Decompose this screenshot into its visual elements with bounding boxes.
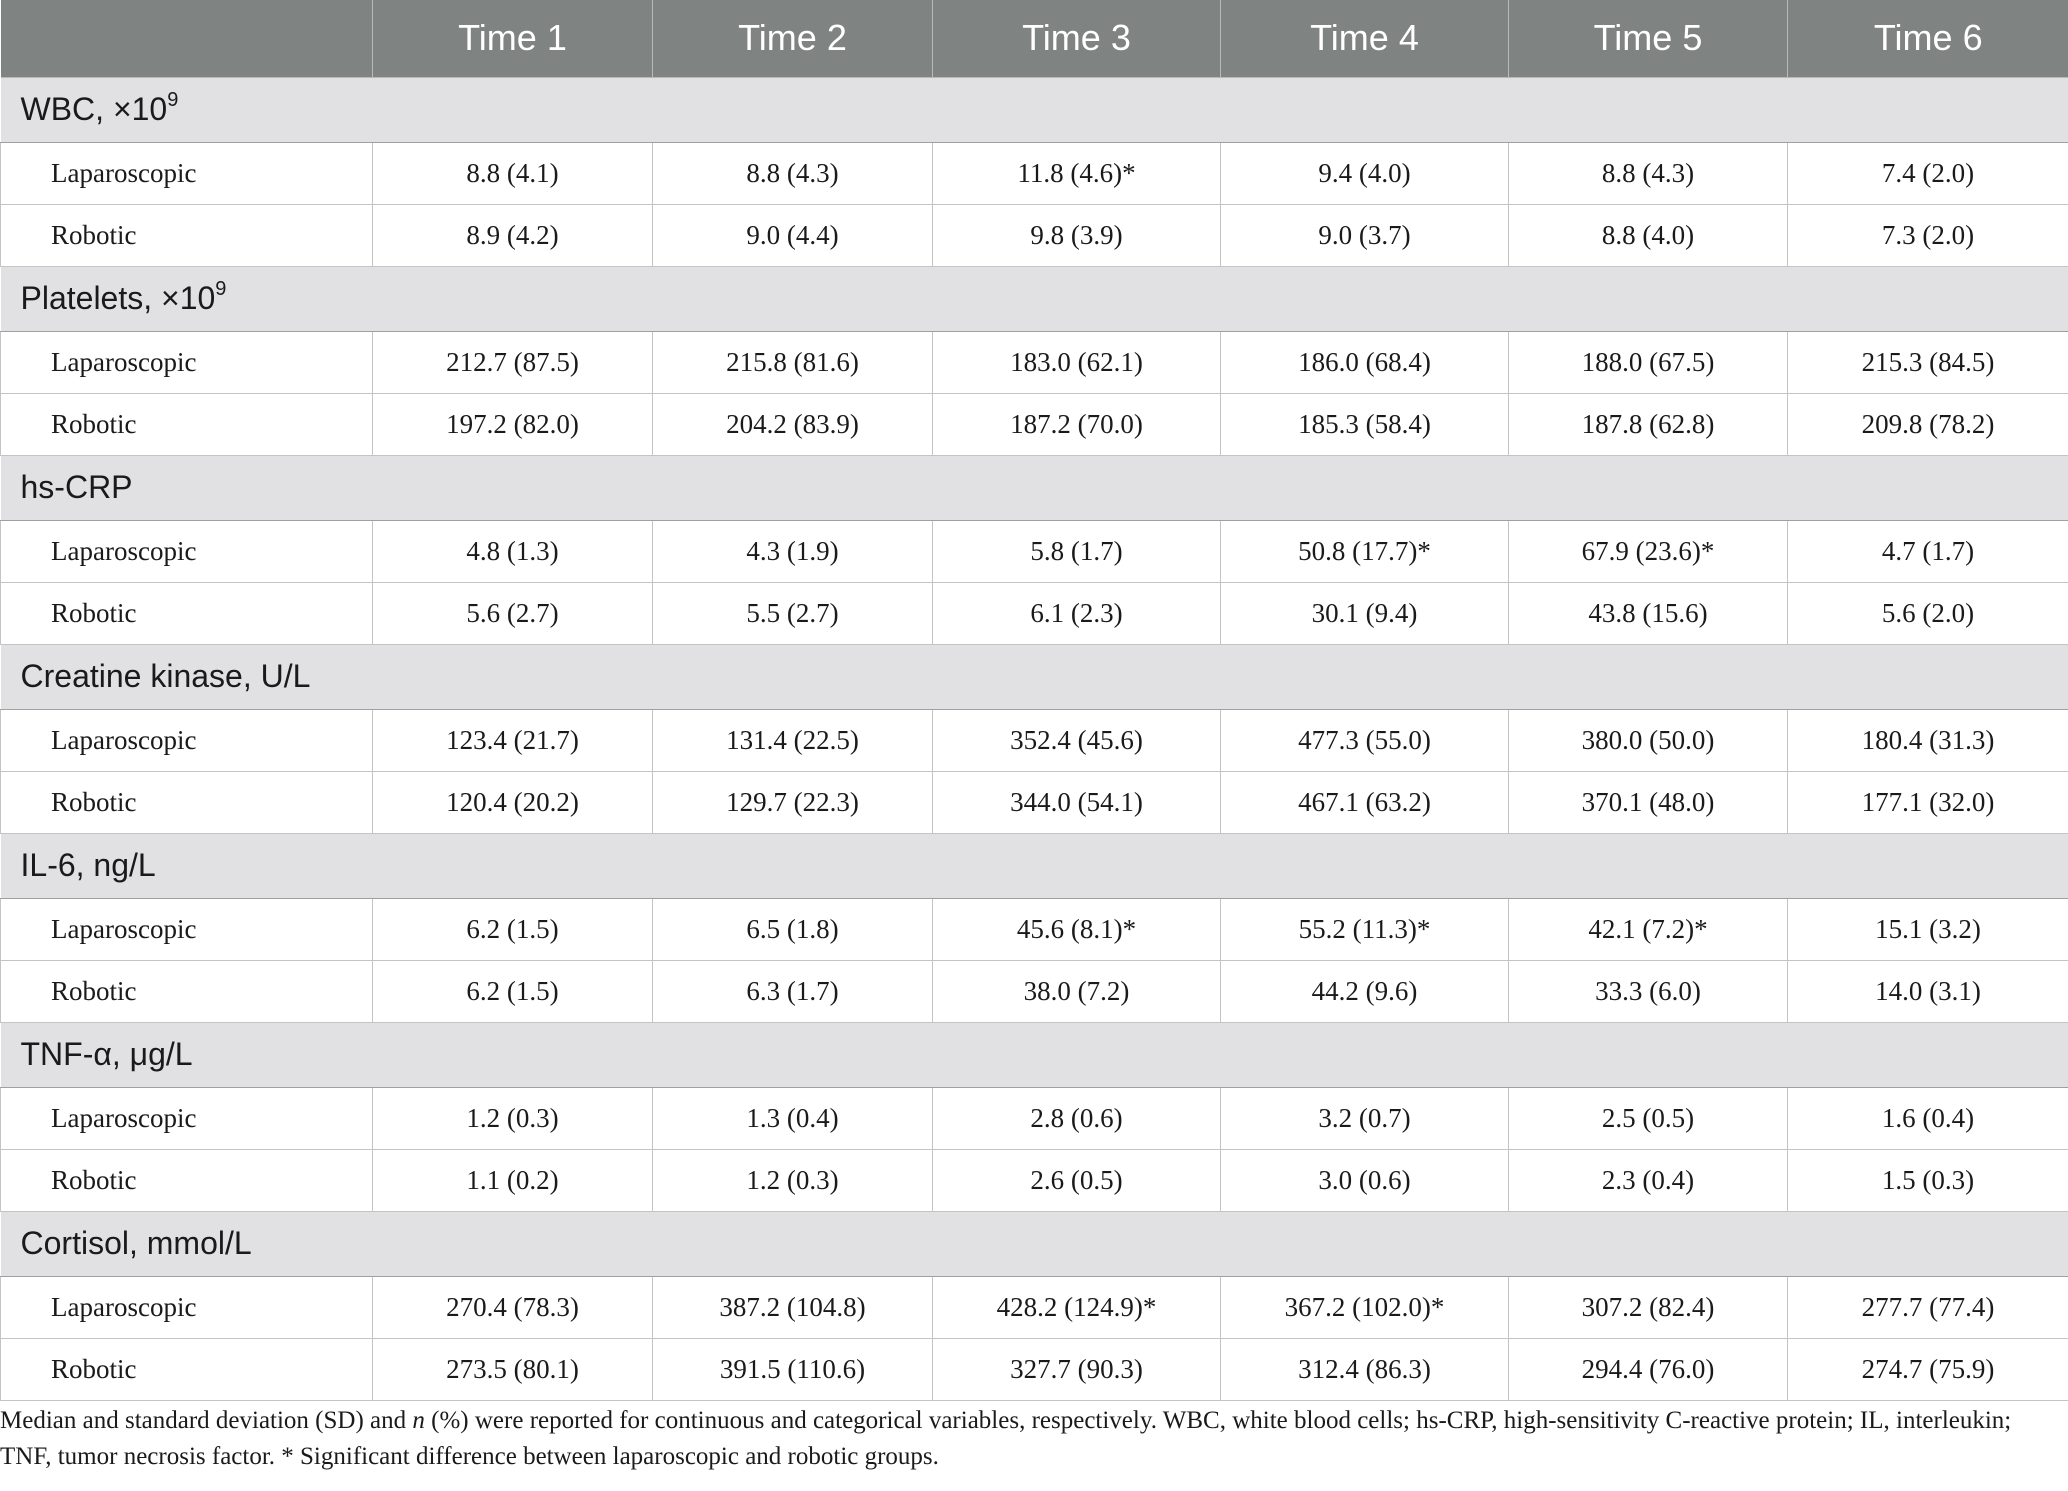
value-cell: 428.2 (124.9)* (933, 1276, 1221, 1338)
section-label-text: hs-CRP (20, 469, 133, 505)
table-row (1, 771, 2068, 833)
section-label-text: WBC, ×10 (20, 91, 168, 127)
header-corner-cell (1, 0, 373, 77)
group-label-cell: Robotic (1, 771, 373, 833)
value-cell: 5.8 (1.7) (933, 520, 1221, 582)
value-cell: 344.0 (54.1) (933, 771, 1221, 833)
value-cell: 8.8 (4.3) (1509, 142, 1788, 204)
value-cell: 8.8 (4.0) (1509, 204, 1788, 266)
value-cell: 8.9 (4.2) (373, 204, 653, 266)
value-cell: 2.5 (0.5) (1509, 1087, 1788, 1149)
value-cell: 6.2 (1.5) (373, 898, 653, 960)
column-header-time-2: Time 2 (653, 0, 933, 77)
section-label-text: Creatine kinase, U/L (20, 658, 311, 694)
value-cell: 6.1 (2.3) (933, 582, 1221, 644)
group-label-cell: Laparoscopic (1, 1276, 373, 1338)
value-cell: 55.2 (11.3)* (1221, 898, 1509, 960)
value-cell: 4.8 (1.3) (373, 520, 653, 582)
section-label (1, 77, 2068, 142)
value-cell: 187.2 (70.0) (933, 393, 1221, 455)
value-cell: 9.4 (4.0) (1221, 142, 1509, 204)
section-label (1, 833, 2068, 898)
table-row (1, 1087, 2068, 1149)
value-cell: 15.1 (3.2) (1788, 898, 2068, 960)
section-header-row (1, 455, 2068, 520)
group-label-cell: Robotic (1, 1338, 373, 1400)
value-cell: 215.8 (81.6) (653, 331, 933, 393)
value-cell: 4.7 (1.7) (1788, 520, 2068, 582)
value-cell: 270.4 (78.3) (373, 1276, 653, 1338)
section-header-row (1, 833, 2068, 898)
group-label-cell: Robotic (1, 582, 373, 644)
table-row (1, 582, 2068, 644)
group-label-cell: Robotic (1, 1149, 373, 1211)
value-cell: 45.6 (8.1)* (933, 898, 1221, 960)
value-cell: 43.8 (15.6) (1509, 582, 1788, 644)
value-cell: 188.0 (67.5) (1509, 331, 1788, 393)
table-row (1, 1149, 2068, 1211)
value-cell: 180.4 (31.3) (1788, 709, 2068, 771)
table-row (1, 960, 2068, 1022)
value-cell: 307.2 (82.4) (1509, 1276, 1788, 1338)
value-cell: 197.2 (82.0) (373, 393, 653, 455)
group-label-cell: Laparoscopic (1, 331, 373, 393)
table-row (1, 1338, 2068, 1400)
section-label-exponent: 9 (215, 278, 227, 300)
column-header-time-6: Time 6 (1788, 0, 2068, 77)
value-cell: 1.2 (0.3) (653, 1149, 933, 1211)
header-row (1, 0, 2068, 77)
section-label (1, 644, 2068, 709)
group-label-cell: Laparoscopic (1, 1087, 373, 1149)
footnote-italic-n: n (412, 1407, 425, 1434)
group-label-cell: Laparoscopic (1, 709, 373, 771)
value-cell: 2.6 (0.5) (933, 1149, 1221, 1211)
value-cell: 6.3 (1.7) (653, 960, 933, 1022)
footnote-text-start: Median and standard deviation (SD) and (0, 1407, 413, 1434)
value-cell: 9.0 (3.7) (1221, 204, 1509, 266)
value-cell: 44.2 (9.6) (1221, 960, 1509, 1022)
table-footnote (0, 1403, 2060, 1475)
value-cell: 367.2 (102.0)* (1221, 1276, 1509, 1338)
section-label (1, 266, 2068, 331)
section-label-text: IL-6, ng/L (20, 847, 156, 883)
group-label-cell: Robotic (1, 960, 373, 1022)
value-cell: 187.8 (62.8) (1509, 393, 1788, 455)
value-cell: 352.4 (45.6) (933, 709, 1221, 771)
table-row (1, 898, 2068, 960)
value-cell: 67.9 (23.6)* (1509, 520, 1788, 582)
value-cell: 5.6 (2.0) (1788, 582, 2068, 644)
value-cell: 14.0 (3.1) (1788, 960, 2068, 1022)
value-cell: 204.2 (83.9) (653, 393, 933, 455)
value-cell: 477.3 (55.0) (1221, 709, 1509, 771)
value-cell: 5.5 (2.7) (653, 582, 933, 644)
value-cell: 177.1 (32.0) (1788, 771, 2068, 833)
value-cell: 277.7 (77.4) (1788, 1276, 2068, 1338)
value-cell: 7.3 (2.0) (1788, 204, 2068, 266)
value-cell: 1.2 (0.3) (373, 1087, 653, 1149)
group-label-cell: Laparoscopic (1, 898, 373, 960)
column-header-time-1: Time 1 (373, 0, 653, 77)
value-cell: 6.2 (1.5) (373, 960, 653, 1022)
section-header-row (1, 644, 2068, 709)
value-cell: 6.5 (1.8) (653, 898, 933, 960)
value-cell: 327.7 (90.3) (933, 1338, 1221, 1400)
value-cell: 186.0 (68.4) (1221, 331, 1509, 393)
table-body (1, 77, 2068, 1400)
group-label-cell: Laparoscopic (1, 142, 373, 204)
value-cell: 129.7 (22.3) (653, 771, 933, 833)
value-cell: 8.8 (4.3) (653, 142, 933, 204)
value-cell: 273.5 (80.1) (373, 1338, 653, 1400)
section-label-text: Cortisol, mmol/L (20, 1225, 252, 1261)
value-cell: 38.0 (7.2) (933, 960, 1221, 1022)
value-cell: 4.3 (1.9) (653, 520, 933, 582)
table-row (1, 142, 2068, 204)
section-label-text: TNF-α, μg/L (20, 1036, 193, 1072)
value-cell: 42.1 (7.2)* (1509, 898, 1788, 960)
value-cell: 3.2 (0.7) (1221, 1087, 1509, 1149)
value-cell: 1.1 (0.2) (373, 1149, 653, 1211)
table-header (1, 0, 2068, 77)
value-cell: 50.8 (17.7)* (1221, 520, 1509, 582)
section-header-row (1, 1211, 2068, 1276)
value-cell: 294.4 (76.0) (1509, 1338, 1788, 1400)
value-cell: 7.4 (2.0) (1788, 142, 2068, 204)
footnote-text-end: (%) were reported for continuous and categorical variables, respectively. WBC, white blood cells; hs-CRP, high-sensitivity C-reactive protein; IL, interleukin; TNF, tumor necrosis factor. * Significant difference between laparoscopic and robotic groups. (0, 1407, 2012, 1470)
value-cell: 3.0 (0.6) (1221, 1149, 1509, 1211)
section-header-row (1, 77, 2068, 142)
value-cell: 123.4 (21.7) (373, 709, 653, 771)
value-cell: 2.8 (0.6) (933, 1087, 1221, 1149)
value-cell: 212.7 (87.5) (373, 331, 653, 393)
table-row (1, 204, 2068, 266)
value-cell: 9.8 (3.9) (933, 204, 1221, 266)
value-cell: 30.1 (9.4) (1221, 582, 1509, 644)
value-cell: 467.1 (63.2) (1221, 771, 1509, 833)
table-row (1, 331, 2068, 393)
value-cell: 1.6 (0.4) (1788, 1087, 2068, 1149)
value-cell: 33.3 (6.0) (1509, 960, 1788, 1022)
value-cell: 8.8 (4.1) (373, 142, 653, 204)
section-label (1, 455, 2068, 520)
value-cell: 2.3 (0.4) (1509, 1149, 1788, 1211)
section-header-row (1, 1022, 2068, 1087)
column-header-time-5: Time 5 (1509, 0, 1788, 77)
table-row (1, 1276, 2068, 1338)
value-cell: 387.2 (104.8) (653, 1276, 933, 1338)
value-cell: 312.4 (86.3) (1221, 1338, 1509, 1400)
table-row (1, 709, 2068, 771)
group-label-cell: Robotic (1, 204, 373, 266)
value-cell: 391.5 (110.6) (653, 1338, 933, 1400)
group-label-cell: Robotic (1, 393, 373, 455)
column-header-time-4: Time 4 (1221, 0, 1509, 77)
column-header-time-3: Time 3 (933, 0, 1221, 77)
section-label (1, 1022, 2068, 1087)
table-row (1, 393, 2068, 455)
value-cell: 1.5 (0.3) (1788, 1149, 2068, 1211)
value-cell: 183.0 (62.1) (933, 331, 1221, 393)
value-cell: 131.4 (22.5) (653, 709, 933, 771)
table-row (1, 520, 2068, 582)
value-cell: 185.3 (58.4) (1221, 393, 1509, 455)
value-cell: 370.1 (48.0) (1509, 771, 1788, 833)
section-label-exponent: 9 (167, 89, 179, 111)
value-cell: 9.0 (4.4) (653, 204, 933, 266)
value-cell: 215.3 (84.5) (1788, 331, 2068, 393)
section-header-row (1, 266, 2068, 331)
value-cell: 5.6 (2.7) (373, 582, 653, 644)
value-cell: 209.8 (78.2) (1788, 393, 2068, 455)
value-cell: 120.4 (20.2) (373, 771, 653, 833)
value-cell: 1.3 (0.4) (653, 1087, 933, 1149)
section-label-text: Platelets, ×10 (20, 280, 216, 316)
section-label (1, 1211, 2068, 1276)
value-cell: 380.0 (50.0) (1509, 709, 1788, 771)
value-cell: 274.7 (75.9) (1788, 1338, 2068, 1400)
value-cell: 11.8 (4.6)* (933, 142, 1221, 204)
group-label-cell: Laparoscopic (1, 520, 373, 582)
